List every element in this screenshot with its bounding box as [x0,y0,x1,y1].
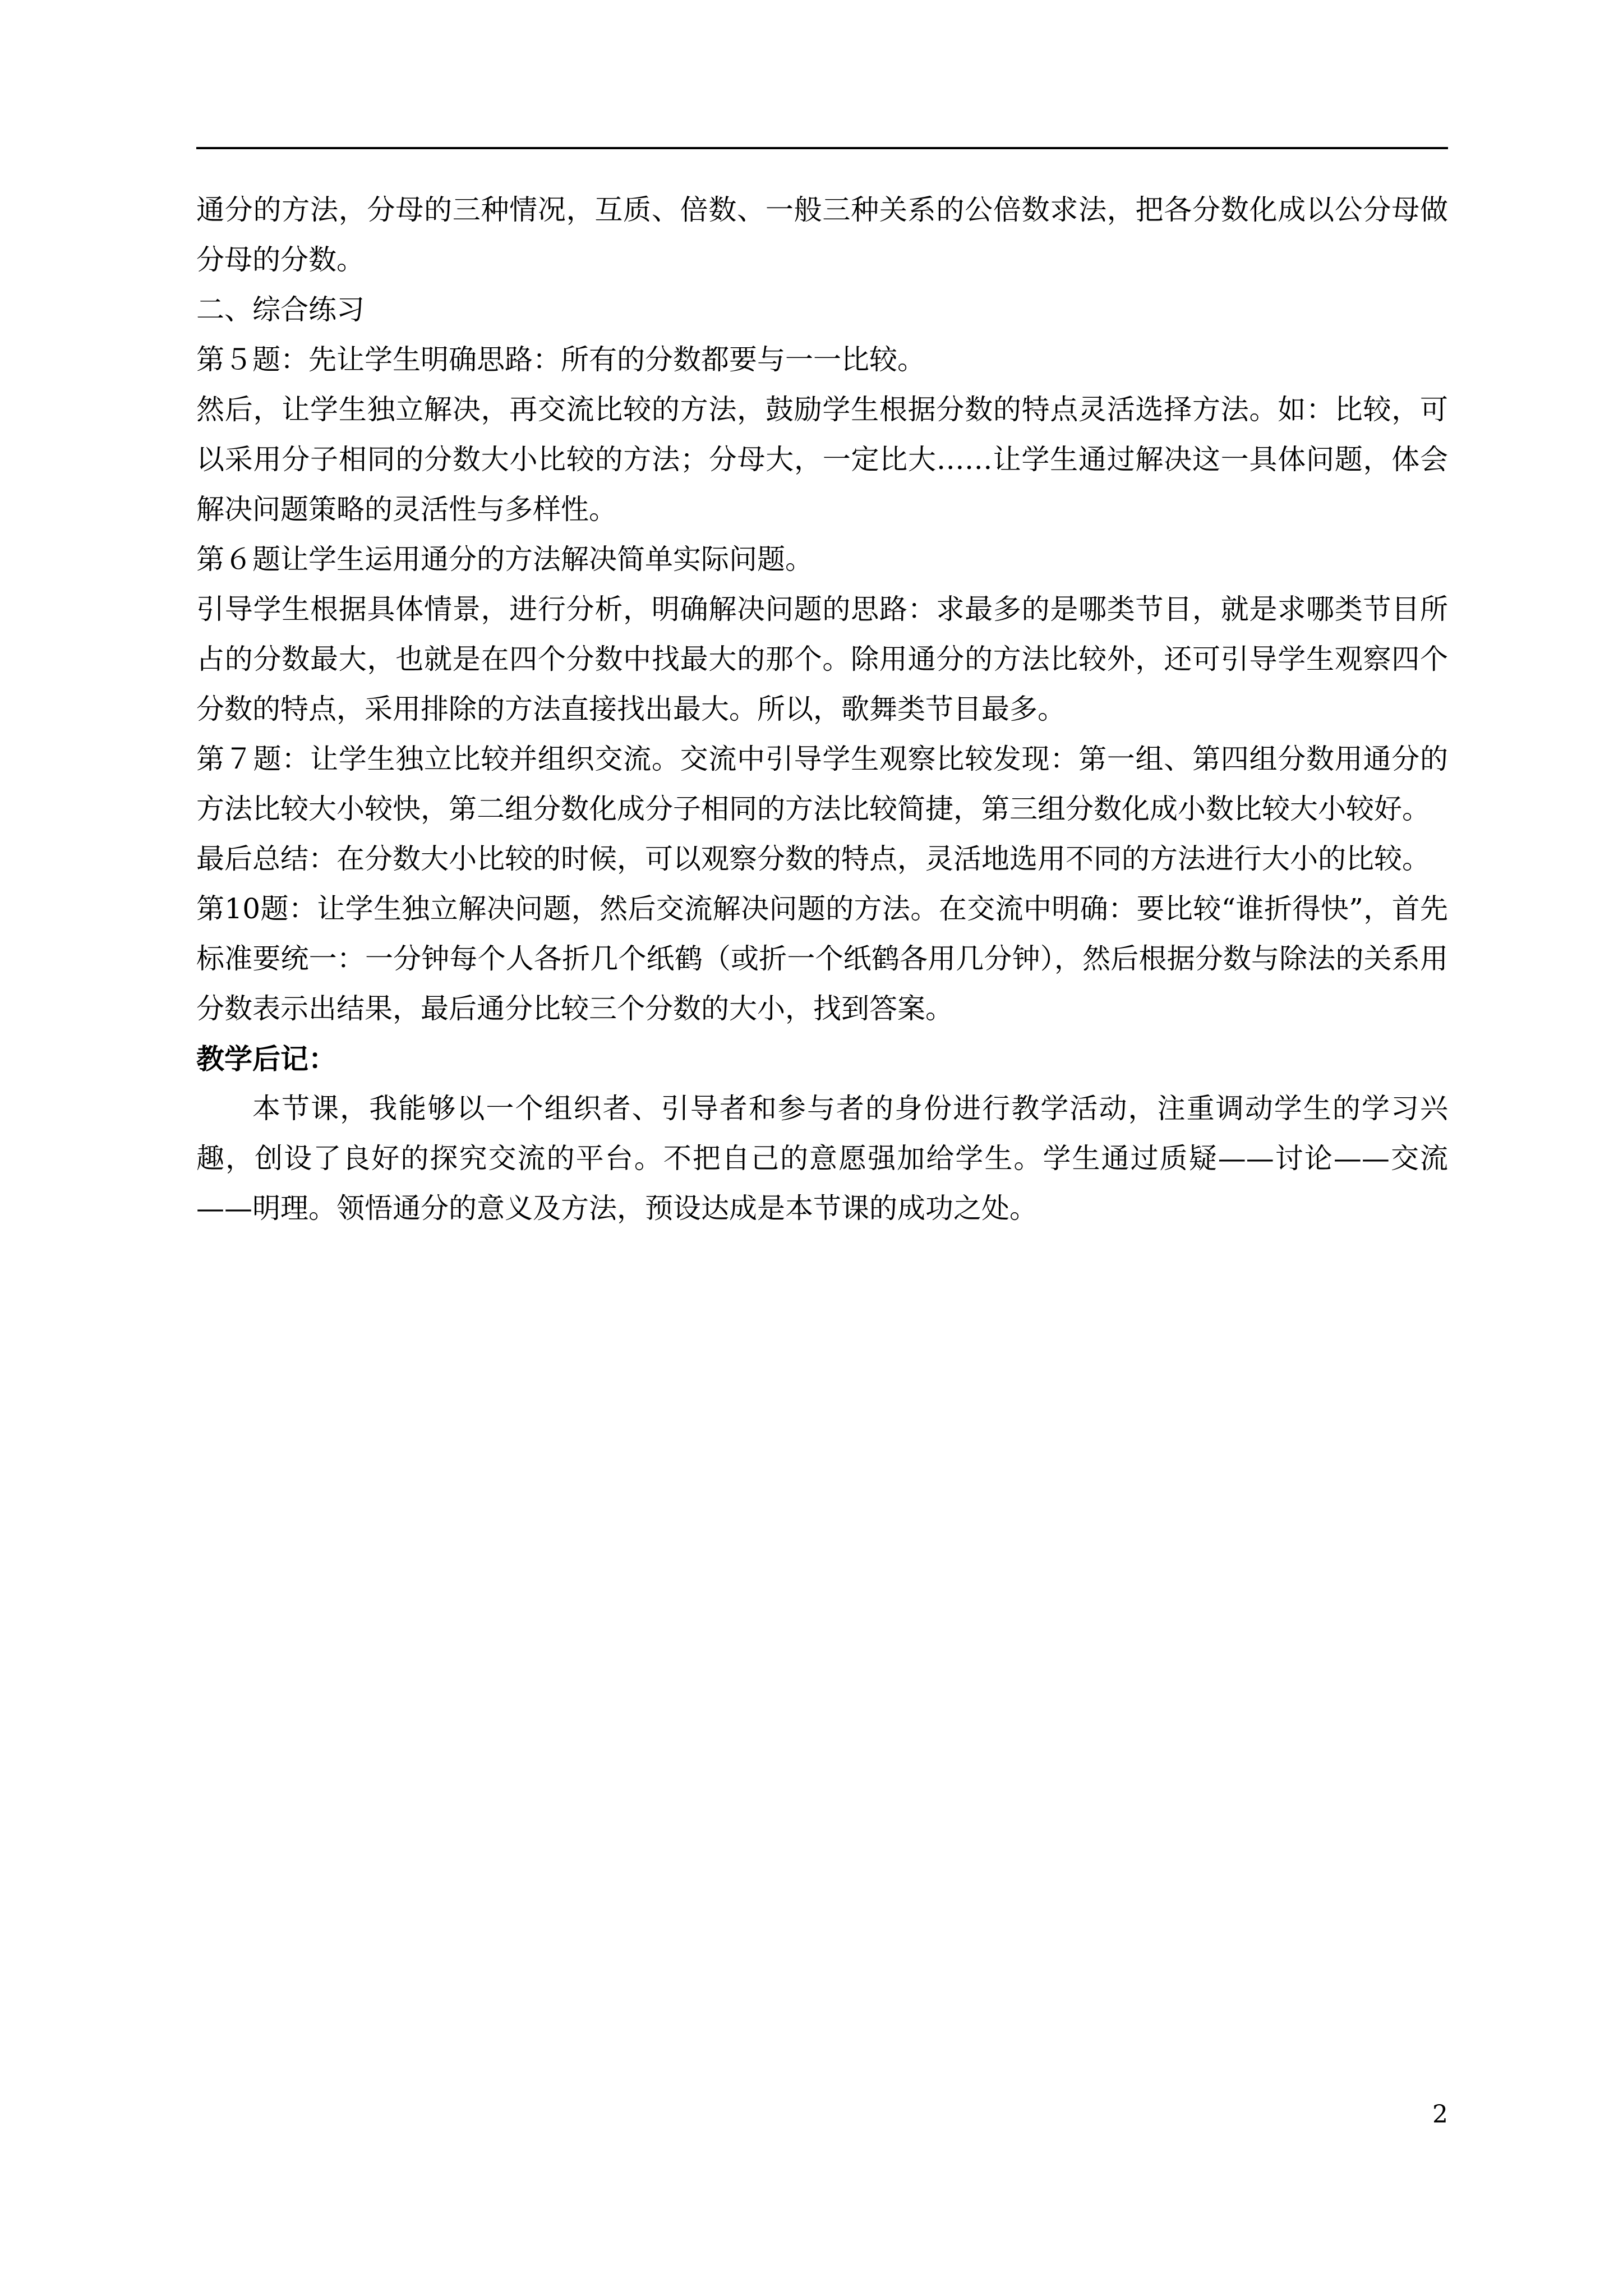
paragraph-exercise-7: 第７题：让学生独立比较并组织交流。交流中引导学生观察比较发现：第一组、第四组分数用通分的方法比较大小较快，第二组分数化成分子相同的方法比较简捷，第三组分数化成小数比较大小较好。 [196,743,1448,825]
paragraph-exercise-6-guidance: 引导学生根据具体情景，进行分析，明确解决问题的思路：求最多的是哪类节目，就是求哪类节目所占的分数最大，也就是在四个分数中找最大的那个。除用通分的方法比较外，还可引导学生观察四个分数的特点，采用排除的方法直接找出最大。所以，歌舞类节目最多。 [196,593,1448,725]
page-number: 2 [1432,2100,1448,2129]
paragraph-exercise-6: 第６题让学生运用通分的方法解决简单实际问题。 [196,543,813,576]
postscript-body: 本节课，我能够以一个组织者、引导者和参与者的身份进行教学活动，注重调动学生的学习兴趣，创设了良好的探究交流的平台。不把自己的意愿强加给学生。学生通过质疑——讨论——交流——明理。领悟通分的意义及方法，预设达成是本节课的成功之处。 [196,1092,1448,1225]
paragraph-exercise-5: 第５题：先让学生明确思路：所有的分数都要与一一比较。 [196,343,925,376]
paragraph-common-denominator-method: 通分的方法，分母的三种情况，互质、倍数、一般三种关系的公倍数求法，把各分数化成以公分母做分母的分数。 [196,194,1448,276]
paragraph-exercise-10: 第10题：让学生独立解决问题，然后交流解决问题的方法。在交流中明确：要比较“谁折得快”，首先标准要统一：一分钟每个人各折几个纸鹤（或折一个纸鹤各用几分钟），然后根据分数与除法的关系用分数表示出结果，最后通分比较三个分数的大小，找到答案。 [196,892,1448,1025]
paragraph-exercise-5-method: 然后，让学生独立解决，再交流比较的方法，鼓励学生根据分数的特点灵活选择方法。如：比较，可以采用分子相同的分数大小比较的方法；分母大，一定比大……让学生通过解决这一具体问题，体会解决问题策略的灵活性与多样性。 [196,393,1448,526]
section-heading-comprehensive-practice: 二、综合练习 [196,293,365,326]
paragraph-summary: 最后总结：在分数大小比较的时候，可以观察分数的特点，灵活地选用不同的方法进行大小的比较。 [196,843,1430,875]
document-body [196,185,1448,1234]
header-rule [196,147,1448,149]
postscript-heading: 教学后记： [196,1042,336,1075]
